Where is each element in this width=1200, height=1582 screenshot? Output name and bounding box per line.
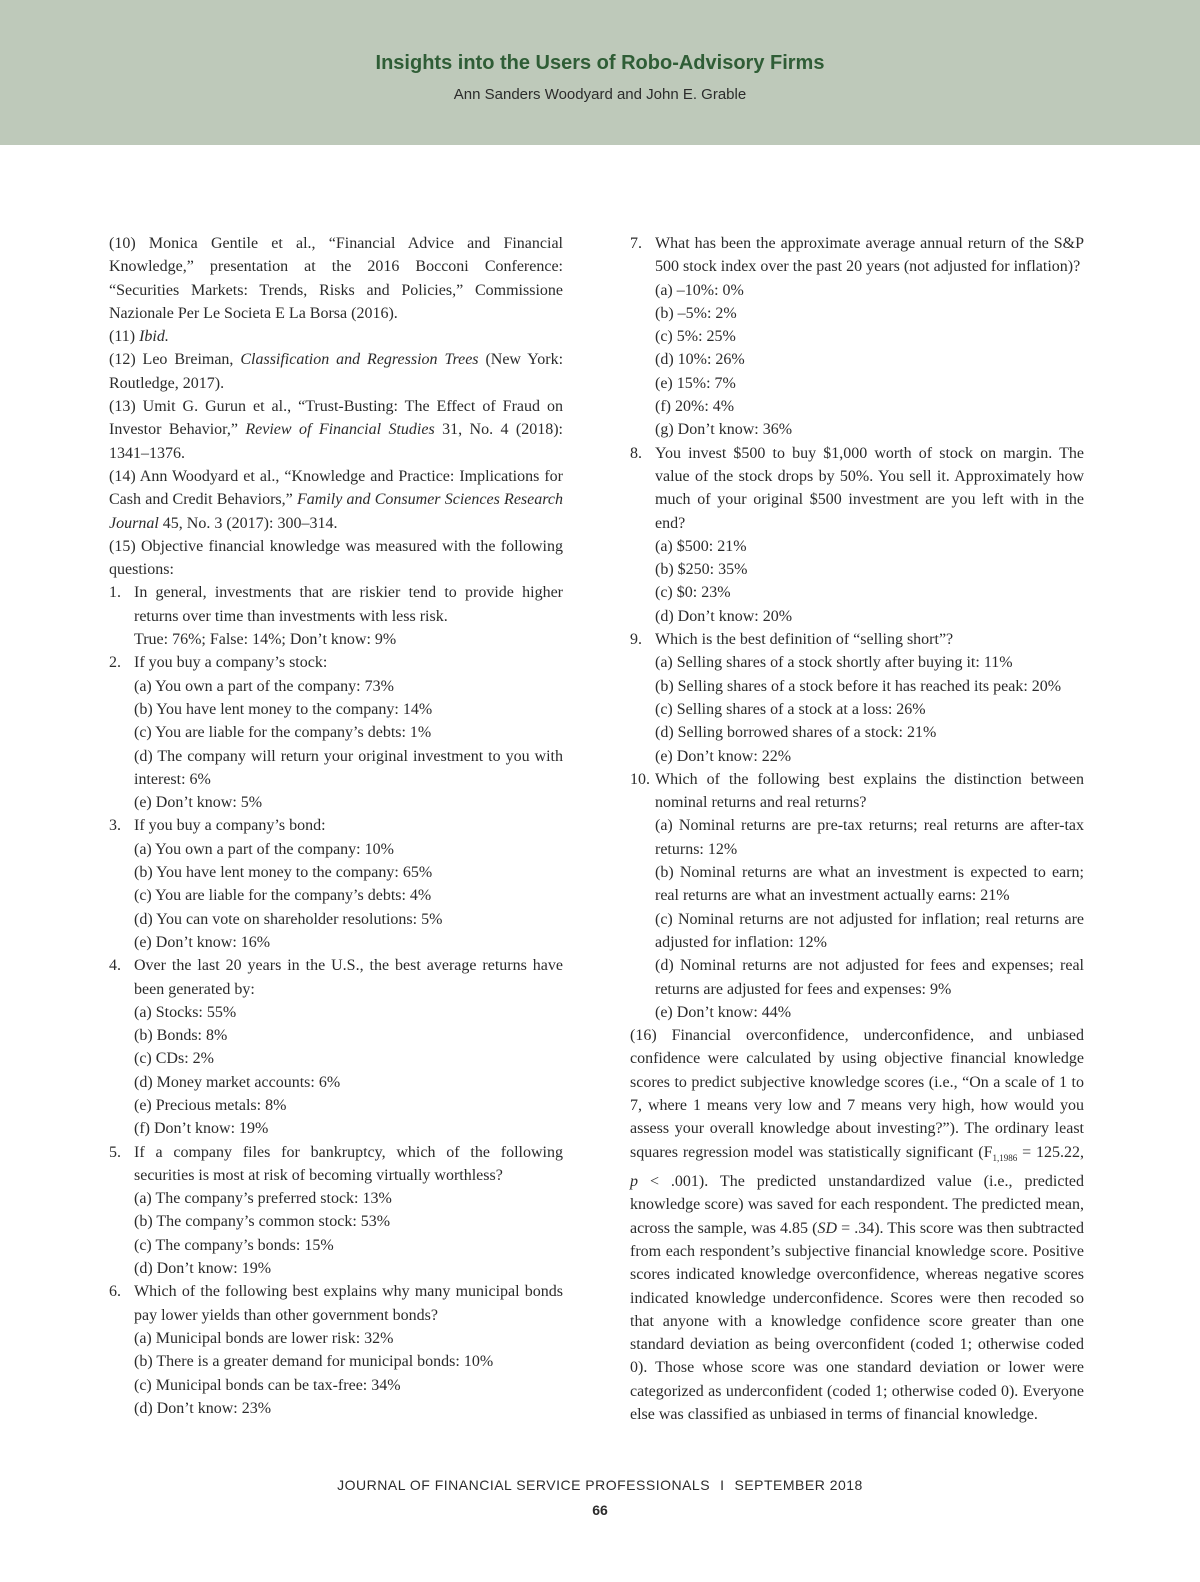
question-text: Over the last 20 years in the U.S., the best average returns have been generated by: (134, 957, 563, 998)
running-header (0, 0, 1200, 145)
answer-option: (a) The company’s preferred stock: 13% (134, 1190, 392, 1208)
answer-option: (a) Selling shares of a stock shortly after buying it: 11% (655, 654, 1013, 672)
answer-option: (e) Don’t know: 22% (655, 747, 792, 765)
answer-option: (d) Money market accounts: 6% (134, 1073, 341, 1091)
question-stem (630, 442, 1084, 535)
answer-option: (g) Don’t know: 36% (655, 421, 793, 439)
answer-option: (e) 15%: 7% (655, 374, 736, 392)
answer-option: (d) Don’t know: 20% (655, 607, 793, 625)
answer-option: (d) You can vote on shareholder resolutions: 5% (134, 910, 443, 928)
answer-option: (a) –10%: 0% (655, 281, 744, 299)
answer-option: (b) Nominal returns are what an investment is expected to earn; real returns are what an investment actually earns: 21% (655, 864, 1084, 905)
question-text: What has been the approximate average annual return of the S&P 500 stock index over the past 20 years (not adjusted for inflation)? (655, 235, 1084, 276)
answer-option: (b) –5%: 2% (655, 304, 737, 322)
question-text: You invest $500 to buy $1,000 worth of stock on margin. The value of the stock drops by 50%. You sell it. Approximately how much of your original $500 investment are you left with in the end? (655, 444, 1084, 532)
question-text: Which of the following best explains why many municipal bonds pay lower yields than other government bonds? (134, 1283, 563, 1324)
question-item (630, 628, 1084, 768)
answer-option: (a) Municipal bonds are lower risk: 32% (134, 1329, 394, 1347)
answer-option: (c) CDs: 2% (134, 1050, 214, 1068)
question-text: If you buy a company’s bond: (134, 817, 326, 835)
answer-option: (b) You have lent money to the company: 14% (134, 700, 433, 718)
question-number: 3. (109, 817, 121, 835)
answer-option: (e) Precious metals: 8% (134, 1096, 287, 1114)
question-list-right (630, 232, 1084, 1024)
endnote-12: (12) Leo Breiman, Classification and Regression Trees (New York: Routledge, 2017). (109, 351, 564, 392)
answer-option: (a) Stocks: 55% (134, 1003, 237, 1021)
question-number: 2. (109, 654, 121, 672)
question-stem (630, 768, 1084, 815)
right-column (630, 232, 1084, 1426)
answer-option: (c) Selling shares of a stock at a loss: 26% (655, 700, 926, 718)
question-stem (109, 1280, 563, 1327)
question-number: 5. (109, 1143, 121, 1161)
answer-option: (b) The company’s common stock: 53% (134, 1213, 391, 1231)
question-text: If a company files for bankruptcy, which of the following securities is most at risk of becoming virtually worthless? (134, 1143, 563, 1184)
answer-option: (c) 5%: 25% (655, 328, 736, 346)
question-text: Which of the following best explains the distinction between nominal returns and real returns? (655, 770, 1084, 812)
journal-name: JOURNAL OF FINANCIAL SERVICE PROFESSIONALS (337, 1477, 711, 1493)
question-item (109, 1141, 563, 1281)
endnote-16: (16) Financial overconfidence, underconfidence, and unbiased confidence were calculated by using objective financial knowledge scores to predict subjective knowledge scores (i.e., “On a scale of 1 to 7, where 1 means very low and 7 means very high, how would you assess your overall knowledge about investing?”). The ordinary least squares regression model was statistically significant ($F_{1,1986} = 125.22$, p < .001). The predicted unstandardized value (i.e., predicted knowledge score) was saved for each respondent. The predicted mean, across the sample, was 4.85 (SD = .34). This score was then subtracted from each respondent’s subjective financial knowledge score. Positive scores indicated knowledge overconfidence, whereas negative scores indicated knowledge underconfidence. Scores were then recoded so that anyone with a knowledge confidence score greater than one standard deviation as being overconfident (coded 1; otherwise coded 0). Those whose score was one standard deviation or lower were categorized as underconfident (coded 1; otherwise coded 0). Everyone else was classified as unbiased in terms of financial knowledge. (630, 1027, 1084, 1424)
answer-option: (b) Selling shares of a stock before it has reached its peak: 20% (655, 677, 1062, 695)
answer-option: (d) Don’t know: 19% (134, 1260, 272, 1278)
endnote-15: (15) Objective financial knowledge was measured with the following questions: (109, 537, 563, 579)
answer-option: (b) You have lent money to the company: 65% (134, 864, 433, 882)
question-number: 10. (630, 770, 650, 788)
question-item (109, 581, 563, 651)
answer-option: (c) The company’s bonds: 15% (134, 1236, 334, 1254)
answer-option: (e) Don’t know: 5% (134, 794, 263, 812)
footer-separator: I (720, 1477, 725, 1493)
answer-option: (b) There is a greater demand for municipal bonds: 10% (134, 1353, 494, 1371)
answer-option: (d) The company will return your original investment to you with interest: 6% (134, 747, 563, 788)
question-number: 8. (630, 444, 642, 462)
page-footer (0, 1477, 1200, 1493)
issue-date: SEPTEMBER 2018 (734, 1477, 863, 1493)
endnote-11: (11) Ibid. (109, 328, 169, 346)
answer-option: (d) Don’t know: 23% (134, 1399, 272, 1417)
article-title: Insights into the Users of Robo-Advisory Firms (375, 52, 825, 74)
question-item (630, 442, 1084, 628)
question-stem (630, 628, 1084, 651)
answer-option: (c) $0: 23% (655, 584, 731, 602)
article-authors: Ann Sanders Woodyard and John E. Grable (453, 86, 747, 103)
question-text: Which is the best definition of “selling short”? (655, 631, 954, 649)
answer-option: (c) You are liable for the company’s debts: 1% (134, 724, 432, 742)
answer-option: (c) Municipal bonds can be tax-free: 34% (134, 1376, 401, 1394)
answer-option: (e) Don’t know: 44% (655, 1003, 792, 1021)
answer-option: (a) Nominal returns are pre-tax returns; real returns are after-tax returns: 12% (655, 817, 1084, 858)
question-item (109, 954, 563, 1140)
answer-option: (d) 10%: 26% (655, 351, 745, 369)
question-stem (109, 1141, 563, 1188)
question-number: 9. (630, 631, 642, 649)
question-number: 4. (109, 957, 121, 975)
page-number: 66 (592, 1502, 608, 1518)
answer-option: (b) $250: 35% (655, 561, 748, 579)
answer-option: True: 76%; False: 14%; Don’t know: 9% (134, 631, 397, 649)
question-item (630, 768, 1084, 1024)
question-item (109, 651, 563, 814)
question-stem (109, 954, 563, 1001)
answer-option: (a) $500: 21% (655, 537, 747, 555)
question-stem (109, 814, 563, 837)
answer-option: (f) 20%: 4% (655, 398, 735, 416)
question-stem (630, 232, 1084, 279)
question-item (109, 814, 563, 954)
answer-option: (b) Bonds: 8% (134, 1027, 228, 1045)
answer-option: (f) Don’t know: 19% (134, 1120, 269, 1138)
question-stem (109, 651, 563, 674)
question-stem (109, 581, 563, 628)
question-text: In general, investments that are riskier tend to provide higher returns over time than investments with less risk. (134, 584, 563, 625)
endnote-13: (13) Umit G. Gurun et al., “Trust-Busting: The Effect of Fraud on Investor Behavior,” Review of Financial Studies 31, No. 4 (2018): 1341–1376. (109, 398, 563, 462)
question-text: If you buy a company’s stock: (134, 654, 328, 672)
question-number: 7. (630, 235, 642, 252)
answer-option: (e) Don’t know: 16% (134, 933, 271, 951)
question-list-left (109, 581, 563, 1420)
question-item (109, 1280, 563, 1420)
answer-option: (d) Selling borrowed shares of a stock: 21% (655, 724, 937, 742)
question-number: 1. (109, 584, 121, 602)
answer-option: (a) You own a part of the company: 73% (134, 677, 394, 695)
question-number: 6. (109, 1283, 121, 1301)
endnote-14: (14) Ann Woodyard et al., “Knowledge and Practice: Implications for Cash and Credit Behaviors,” Family and Consumer Sciences Research Journal 45, No. 3 (2017): 300–314. (109, 467, 563, 532)
left-column (109, 232, 563, 1420)
answer-option: (c) You are liable for the company’s debts: 4% (134, 887, 432, 905)
answer-option: (c) Nominal returns are not adjusted for inflation; real returns are adjusted for inflation: 12% (655, 910, 1084, 951)
question-item (630, 232, 1084, 442)
endnote-10: (10) Monica Gentile et al., “Financial Advice and Financial Knowledge,” presentation at the 2016 Bocconi Conference: “Securities Markets: Trends, Risks and Policies,” Commissione Nazionale Per Le Societa E La Borsa (2016). (109, 235, 563, 322)
answer-option: (a) You own a part of the company: 10% (134, 840, 394, 858)
answer-option: (d) Nominal returns are not adjusted for fees and expenses; real returns are adjusted for fees and expenses: 9% (655, 957, 1084, 998)
